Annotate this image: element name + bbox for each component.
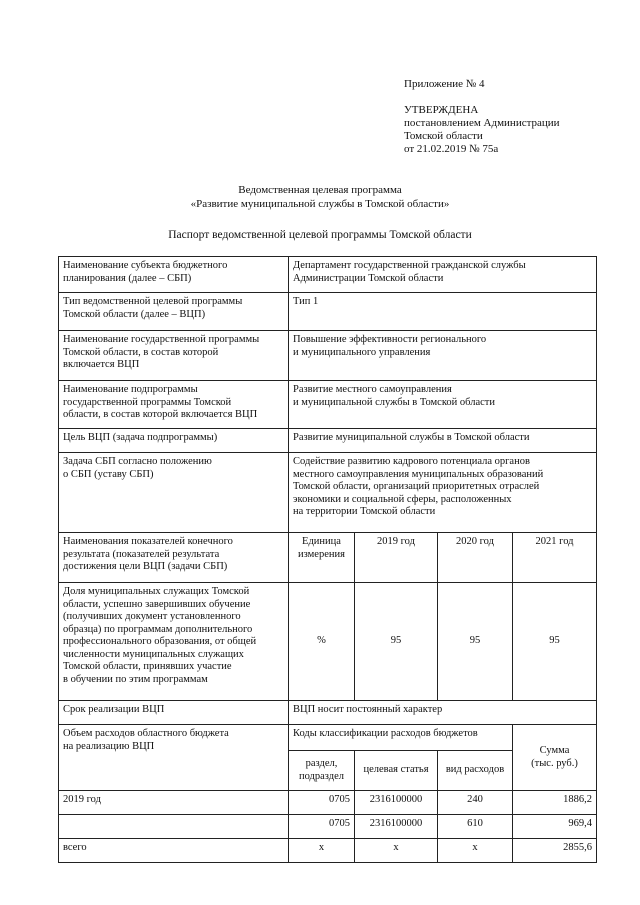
- passport-title: Паспорт ведомственной целевой программы Томской области: [168, 229, 472, 241]
- budget-type: 610: [438, 815, 513, 839]
- year-header: 2020 год: [438, 533, 513, 583]
- budget-type: х: [438, 839, 513, 863]
- approval-line-3: от 21.02.2019 № 75а: [404, 143, 499, 155]
- budget-row: [59, 839, 597, 863]
- budget-year: всего: [59, 839, 289, 863]
- table-row: [59, 453, 597, 533]
- table-row: [59, 331, 597, 381]
- budget-header-row: [59, 725, 597, 751]
- program-title-line-1: Ведомственная целевая программа: [238, 184, 402, 196]
- unit-header: Единица измерения: [289, 533, 355, 583]
- indicator-unit: %: [289, 583, 355, 701]
- indicator-row: [59, 583, 597, 701]
- appendix-number: Приложение № 4: [404, 78, 485, 90]
- budget-sum-header: Сумма (тыс. руб.): [513, 725, 597, 791]
- budget-type-header: вид расходов: [438, 751, 513, 791]
- row-value: Развитие муниципальной службы в Томской области: [289, 429, 597, 453]
- table-row: [59, 429, 597, 453]
- budget-codes-header: Коды классификации расходов бюджетов: [289, 725, 513, 751]
- row-label: Наименование подпрограммы государственной программы Томской области, в состав которой включается ВЦП: [59, 381, 289, 429]
- budget-sum: 2855,6: [513, 839, 597, 863]
- row-value: Содействие развитию кадрового потенциала органов местного самоуправления муниципальных образований Томской области, организаций приоритетных отраслей экономики и социальной сферы, расположенных на территории Томской области: [289, 453, 597, 533]
- budget-section: х: [289, 839, 355, 863]
- table-row: [59, 257, 597, 293]
- budget-row: [59, 791, 597, 815]
- row-label: Наименование государственной программы Томской области, в состав которой включается ВЦП: [59, 331, 289, 381]
- budget-article-header: целевая статья: [355, 751, 438, 791]
- indicator-header-row: [59, 533, 597, 583]
- row-label: Наименование субъекта бюджетного планирования (далее – СБП): [59, 257, 289, 293]
- budget-year: 2019 год: [59, 791, 289, 815]
- budget-section-header: раздел, подраздел: [289, 751, 355, 791]
- approved-caption: УТВЕРЖДЕНА: [404, 104, 479, 116]
- row-value: Повышение эффективности регионального и муниципального управления: [289, 331, 597, 381]
- approval-line-1: постановлением Администрации: [404, 117, 560, 129]
- indicator-value: 95: [438, 583, 513, 701]
- row-label: Тип ведомственной целевой программы Томской области (далее – ВЦП): [59, 293, 289, 331]
- budget-section: 0705: [289, 815, 355, 839]
- budget-type: 240: [438, 791, 513, 815]
- row-value: Департамент государственной гражданской службы Администрации Томской области: [289, 257, 597, 293]
- passport-table: [58, 256, 597, 863]
- budget-article: х: [355, 839, 438, 863]
- budget-article: 2316100000: [355, 791, 438, 815]
- budget-sum: 969,4: [513, 815, 597, 839]
- indicator-value: 95: [513, 583, 597, 701]
- budget-row: [59, 815, 597, 839]
- table-row: [59, 381, 597, 429]
- term-value: ВЦП носит постоянный характер: [289, 701, 597, 725]
- indicators-header-label: Наименования показателей конечного результата (показателей результата достижения цели ВЦП (задачи СБП): [59, 533, 289, 583]
- table-row: [59, 701, 597, 725]
- table-row: [59, 293, 597, 331]
- program-title: [0, 183, 640, 211]
- budget-section: 0705: [289, 791, 355, 815]
- program-title-line-2: «Развитие муниципальной службы в Томской области»: [190, 198, 450, 210]
- indicator-value: 95: [355, 583, 438, 701]
- indicator-label: Доля муниципальных служащих Томской области, успешно завершивших обучение (получивших документ установленного образца) по программам дополнительного профессионального образования, от общей численности муниципальных служащих Томской области, принявших участие в обучении по этим программам: [59, 583, 289, 701]
- approval-line-2: Томской области: [404, 130, 483, 142]
- row-value: Тип 1: [289, 293, 597, 331]
- year-header: 2019 год: [355, 533, 438, 583]
- term-label: Срок реализации ВЦП: [59, 701, 289, 725]
- approval-block: [404, 78, 560, 156]
- budget-label: Объем расходов областного бюджета на реализацию ВЦП: [59, 725, 289, 791]
- budget-year: [59, 815, 289, 839]
- row-label: Задача СБП согласно положению о СБП (уставу СБП): [59, 453, 289, 533]
- budget-article: 2316100000: [355, 815, 438, 839]
- row-label: Цель ВЦП (задача подпрограммы): [59, 429, 289, 453]
- budget-sum: 1886,2: [513, 791, 597, 815]
- year-header: 2021 год: [513, 533, 597, 583]
- row-value: Развитие местного самоуправления и муниципальной службы в Томской области: [289, 381, 597, 429]
